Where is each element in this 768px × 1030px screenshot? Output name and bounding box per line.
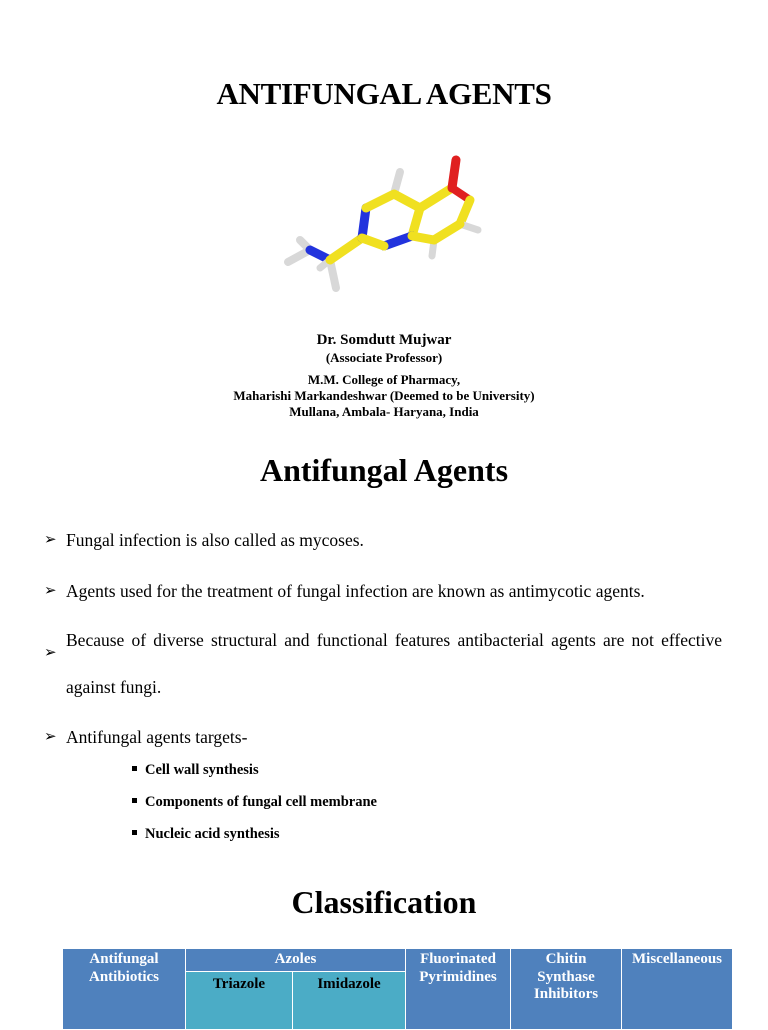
sub-bullet-text: Components of fungal cell membrane <box>145 794 377 810</box>
list-item <box>44 727 746 748</box>
table-header-cell: Fluorinated Pyrimidines <box>406 949 511 1030</box>
page-title: ANTIFUNGAL AGENTS <box>216 76 552 111</box>
sub-list-item <box>130 794 377 826</box>
bullet-text: Because of diverse structural and functional features antibacterial agents are not effective against fungi. <box>66 630 722 697</box>
table-subheader-cell: Triazole <box>186 972 293 1030</box>
table-header-cell: Antifungal Antibiotics <box>63 949 186 1030</box>
square-bullet-icon <box>132 798 137 803</box>
section-heading-antifungal-agents: Antifungal Agents <box>259 452 509 488</box>
section-heading-classification: Classification <box>291 884 477 920</box>
author-name: Dr. Somdutt Mujwar <box>316 332 452 348</box>
sub-list-item <box>130 762 377 794</box>
classification-table <box>62 948 733 1030</box>
author-institution-line: Maharishi Markandeshwar (Deemed to be University) <box>233 388 535 403</box>
arrow-bullet-icon: ➢ <box>44 645 57 661</box>
arrow-bullet-icon: ➢ <box>44 532 57 548</box>
sub-bullet-list <box>130 762 377 858</box>
molecule-3d-image <box>270 148 500 298</box>
arrow-bullet-icon: ➢ <box>44 583 57 599</box>
author-block <box>0 332 768 420</box>
sub-bullet-text: Cell wall synthesis <box>145 762 259 778</box>
square-bullet-icon <box>132 830 137 835</box>
bullet-text: Agents used for the treatment of fungal infection are known as antimycotic agents. <box>66 581 645 601</box>
bullet-text: Fungal infection is also called as mycoses. <box>66 530 364 550</box>
author-role: (Associate Professor) <box>325 350 443 365</box>
arrow-bullet-icon: ➢ <box>44 729 57 745</box>
table-subheader-cell: Imidazole <box>293 972 406 1030</box>
table-header-cell: Chitin Synthase Inhibitors <box>511 949 622 1030</box>
list-item <box>44 530 746 551</box>
square-bullet-icon <box>132 766 137 771</box>
author-institution-line: Mullana, Ambala- Haryana, India <box>289 404 479 419</box>
author-institution-line: M.M. College of Pharmacy, <box>307 372 461 387</box>
sub-bullet-text: Nucleic acid synthesis <box>145 826 280 842</box>
sub-list-item <box>130 826 377 858</box>
table-header-cell: Miscellaneous <box>622 949 733 1030</box>
list-item <box>44 617 722 711</box>
list-item <box>44 581 746 602</box>
table-header-cell: Azoles <box>186 949 406 972</box>
bullet-text: Antifungal agents targets- <box>66 727 248 747</box>
